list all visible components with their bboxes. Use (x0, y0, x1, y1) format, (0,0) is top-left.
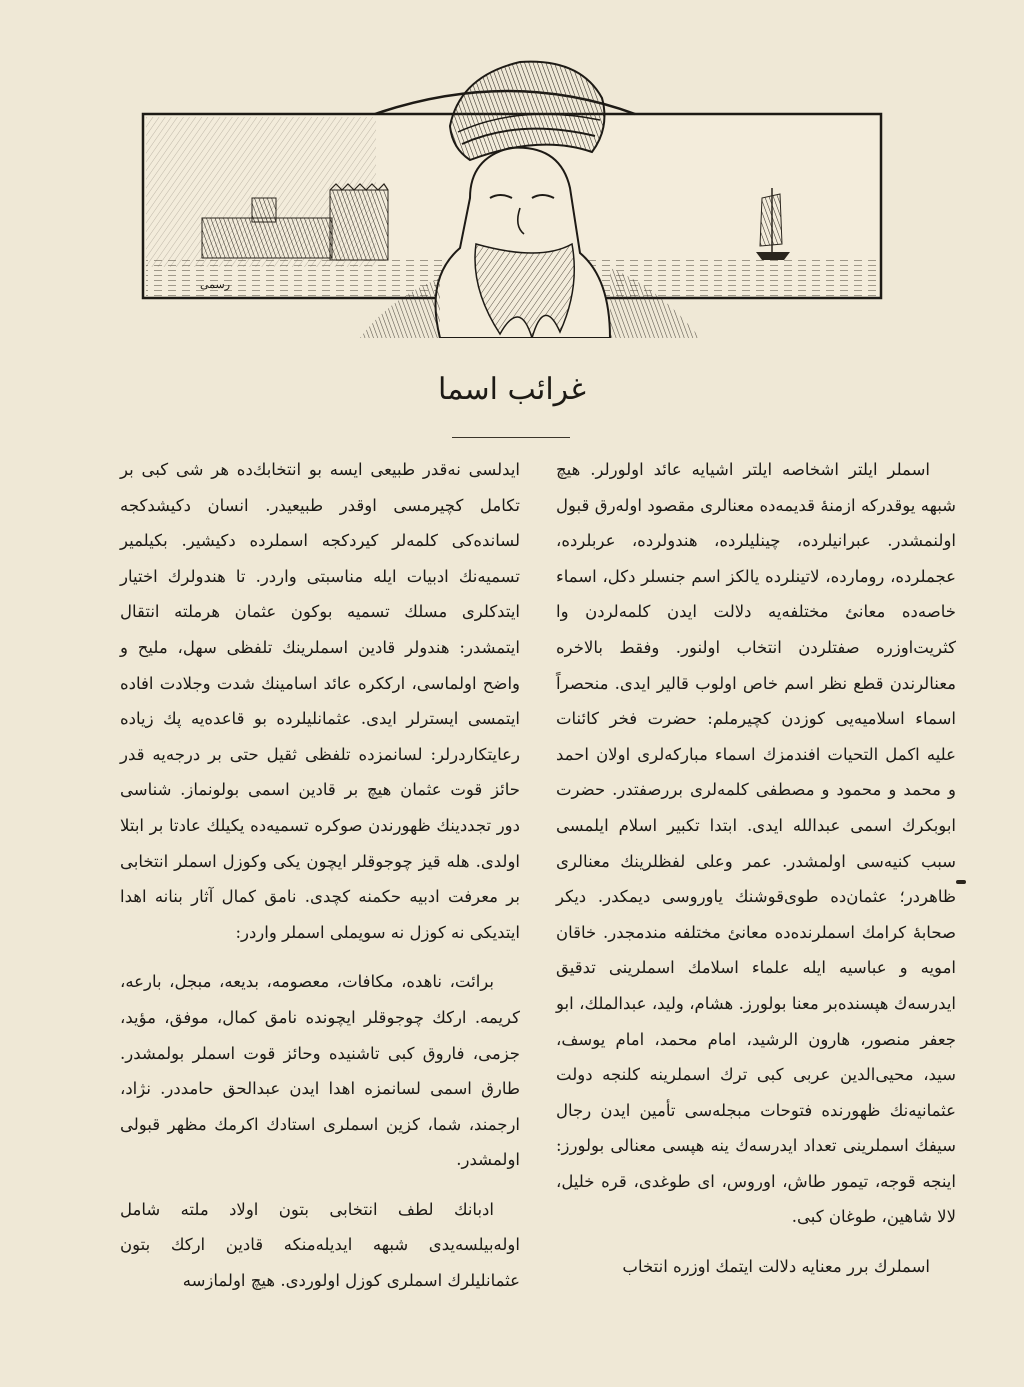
margin-mark (956, 880, 966, 884)
artist-signature: رسمی (200, 278, 231, 291)
title-divider (452, 437, 570, 438)
text-column-left (120, 452, 520, 1299)
paragraph: اسملرك برر معنایه دلالت ایتمك اوزره انتخاب (622, 1257, 930, 1277)
paragraph: اسملر ایلتر اشخاصه ایلتر اشیایه عائد اولورلر. هیچ شبهه یوقدرکه ازمنهٔ قدیمه‌ده معنالری مقصود اوله‌رق قبول اولنمشدر. عبرانیلرده، چینلیلرده، هندولرده، عربلرده، عجملرده، رومارده، لاتینلرده یالکز اسم جنسلر دکل، اسماء خاصه‌ده معانئ مختلفه‌یه دلالت ایدن کلمه‌لردن وا کثریت‌اوزره صفتلردن انتخاب اولنور. وفقط بالاخره معنالرندن قطع نظر اسم خاص اولوب قالیر ایدی. منحصراً اسماء اسلامیه‌یی کوزدن کچیرملم: حضرت فخر کائنات علیه اکمل التحیات افندمزك اسماء مبارکه‌لری اولان احمد و محمد و محمود و مصطفی کلمه‌لری بررصفتدر. حضرت ابوبکرك اسمی عبدالله ایدی. ابتدا تکبیر اسلام ایلمسی سبب کنیه‌سی اولمشدر. عمر وعلی لفظلرینك معنالری ظاهردر؛ عثمان‌ده طوی‌قوشنك یاوروسی دیمکدر. دیکر صحابهٔ کرامك اسملرنده‌ده معانئ مختلفه مندمجدر. خاقان امویه و عباسیه ایله علماء اسلامك اسملرینی تدقیق ایدرسه‌ك هپسنده‌بر معنا بولورز. هشام، ولید، عبدالملك، ابو جعفر منصور، هارون الرشید، امام محمد، امام یوسف، سید، محیی‌الدین عربی کبی ترك اسملرینه کلنجه دولت عثمانیه‌نك ظهورنده فتوحات مبجله‌سی تأمین ایدن رجال سیفك اسملرینی تعداد ایدرسه‌ك ینه هپسی معنالی بولورز: اینجه قوجه، تیمور طاش، اوروس، ای طوغدی، قره خلیل، لالا شاهین، طوغان کبی. (556, 460, 956, 1227)
article-title: غرائب اسما (438, 372, 586, 407)
paragraph: برائت، ناهده، مکافات، معصومه، بدیعه، مبجل، بارعه، کریمه. ارکك چوجوقلر ایچونده نامق کمال، موفق، مؤید، جزمی، فاروق کبی تاشنیده وحائز قوت اسملر بولمشدر. طارق اسمی لسانمزه اهدا ایدن عبدالحق حامددر. نژاد، ارجمند، شما، کزین اسملری استادك اکرمك مظهر قبولی اولمشدر. (120, 972, 520, 1170)
text-column-right (556, 452, 956, 1285)
paragraph: ایدلسی نه‌قدر طبیعی ایسه بو انتخابك‌ده هر شی کبی بر تکامل کچیرمسی اوقدر طبیعیدر. انسان دکیشدکجه لسانده‌کی کلمه‌لر کیردکجه اسملرده دکیشیر. بکیلمیر تسمیه‌نك ادبیات ایله مناسبتی واردر. تا هندولرك اختیار ایتدکلری مسلك تسمیه بوکون عثمان هرملته انتقال ایتمشدر: هندولر قادین اسملرینك تلفظی سهل، ملیح و واضح اولماسی، ارککره عائد اسامینك شدت وجلادت افاده ایتمسی ایسترلر ایدی. عثمانلیلرده بو قاعده‌یه پك زیاده رعایتکاردرلر: لسانمزده تلفظی ثقیل حتی بر درجه‌یه قدر حائز قوت عثمان هیچ بر قادین اسمی بولونماز. شناسی دور تجددینك ظهورندن صوکره تسمیه‌ده یکیلك عادتا بر ابتلا اولدی. هله قیز چوجوقلر ایچون یکی وکوزل اسملر انتخابی بر معرفت ادبیه حکمنه کچدی. نامق کمال آثار بنانه اهدا ایتدیکی نه کوزل نه سویملی اسملر واردر: (120, 460, 520, 942)
portrait-vignette-illustration (140, 48, 884, 338)
paragraph: ادبانك لطف انتخابی بتون اولاد ملته شامل اوله‌بیلسه‌یدی شبهه ایدیله‌منکه قادین ارکك بتون عثمانلیلرك اسملری کوزل اولوردی. هیچ اولمازسه (120, 1199, 520, 1291)
